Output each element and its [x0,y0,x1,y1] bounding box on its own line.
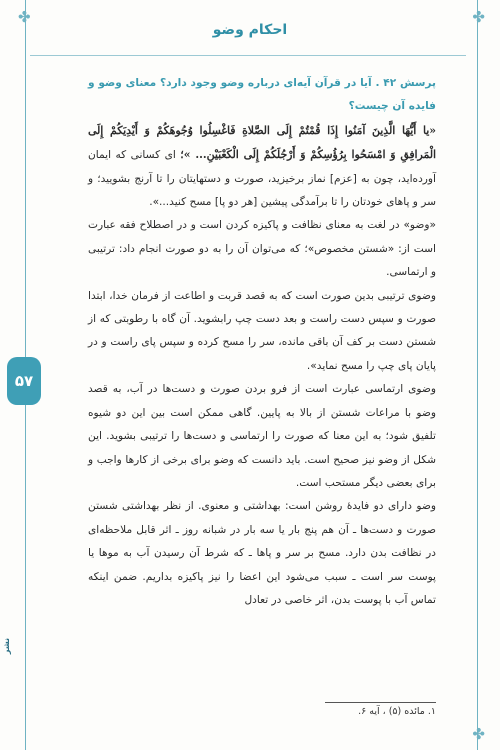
paragraph-benefits: وضو دارای دو فایدهٔ روشن است: بهداشتی و معنوی. از نظر بهداشتی شستن صورت و دست‌ها ـ آن هم پنج بار یا سه بار در شبانه روز ـ اثر قابل ملاحظه‌ای در نظافت بدن دارد. مسح بر سر و پاها ـ که شرط آن رسیدن آب به موها یا پوست سر است ـ سبب می‌شود این اعضا را نیز پاکیزه بداریم. ضمن اینکه تماس آب با پوست بدن، اثر خاصی در تعادل [88,500,436,606]
footnote-divider [325,702,436,703]
paragraph-irtimasi: وضوی ارتماسی عبارت است از فرو بردن صورت و دست‌ها در آب، به قصد وضو با مراعات شستن از بالا به پایین. گاهی ممکن است بین این دو شیوه تلفیق شود؛ به این معنا که صورت را ارتماسی و دست‌ها را ترتیبی بشوید. این شکل از وضو نیز صحیح است. باید دانست که وضو برای برخی از کارها واجب و برای بعضی دیگر مستحب است. [88,383,436,489]
right-border-line [477,0,478,750]
verse-paragraph [88,119,436,215]
paragraph-tartibi: وضوی ترتیبی بدین صورت است که به قصد قربت و اطاعت از فرمان خدا، ابتدا صورت و سپس دست راست و بعد دست چپ رابشوید. آن گاه با رطوبتی که از شستن دست بر کف آن باقی مانده، سر را مسح کرده و سپس پای راست و در پایان پای چپ را مسح نماید». [88,289,436,372]
title-divider [30,55,466,56]
quran-verse: «یا أَيُّهَا الَّذِينَ آمَنُوا إِذَا قُمْتُمْ إِلَى الصَّلاةِ فَاغْسِلُوا وُجُوهَكُمْ وَ أَيْدِيَكُمْ إِلَى الْمَرافِقِ وَ امْسَحُوا بِرُؤُسِكُمْ وَ أَرْجُلَكُمْ إِلَى الْكَعْبَيْنِ... »؛ [88,123,436,162]
body-text [88,72,436,612]
verse-translation: ای کسانی که ایمان آورده‌اید، چون به [عزم] نماز برخیزید، صورت و دستهایتان را تا آرنج بشویید؛ و سر و پاهای خودتان را تا برآمدگی پیشین [هر دو پا] مسح کنید...». [88,149,436,209]
publisher-logo-icon: نشر [2,638,11,655]
page-title: احکام وضو [212,22,288,38]
corner-ornament-icon: ✤ [472,8,485,26]
page-number-badge: ۵۷ [7,357,41,405]
corner-ornament-icon: ✤ [18,8,31,26]
corner-ornament-icon: ✤ [472,725,485,743]
paragraph-definition: «وضو» در لغت به معنای نظافت و پاکیزه کردن است و در اصطلاح فقه عبارت است از: «شستن مخصوص»؛ که می‌توان آن را به دو صورت انجام داد: ترتیبی و ارتماسی. [88,219,436,279]
footnote: ۱. مائده (۵) ، آیه ۶. [358,706,436,717]
question-heading: پرسش ۴۲ . آیا در قرآن آیه‌ای درباره وضو وجود دارد؟ معنای وضو و فایده آن چیست؟ [88,77,436,113]
